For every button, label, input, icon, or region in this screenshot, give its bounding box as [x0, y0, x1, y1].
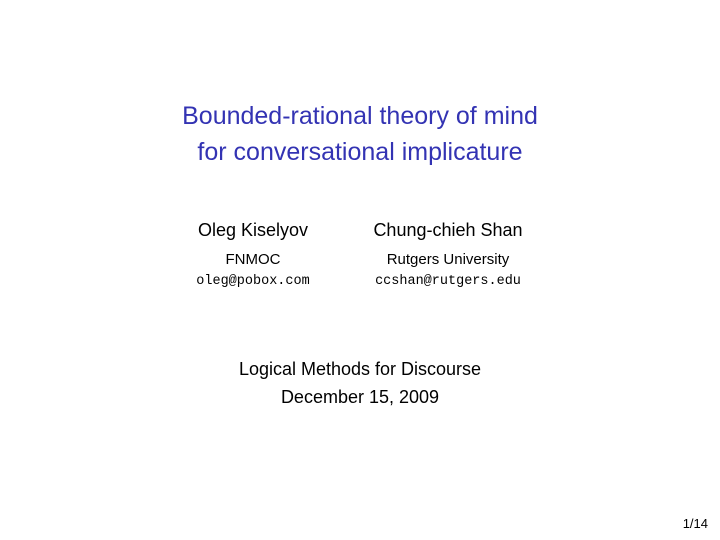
title-line-1: Bounded-rational theory of mind: [182, 102, 538, 130]
author-shan: [350, 216, 546, 292]
event-date: December 15, 2009: [280, 387, 440, 407]
author-kiselyov: [172, 216, 334, 292]
author-name: Oleg Kiselyov: [197, 220, 309, 240]
slide-title: [0, 98, 720, 170]
title-line-2: for conversational implicature: [197, 138, 523, 166]
author-email: ccshan@rutgers.edu: [375, 274, 521, 289]
event-name: Logical Methods for Discourse: [238, 359, 482, 379]
author-institution: FNMOC: [225, 251, 281, 268]
author-institution: Rutgers University: [386, 251, 510, 268]
event-info: [0, 355, 720, 411]
author-email: oleg@pobox.com: [196, 274, 310, 289]
author-name: Chung-chieh Shan: [373, 220, 523, 240]
page-number: 1/14: [682, 516, 708, 531]
